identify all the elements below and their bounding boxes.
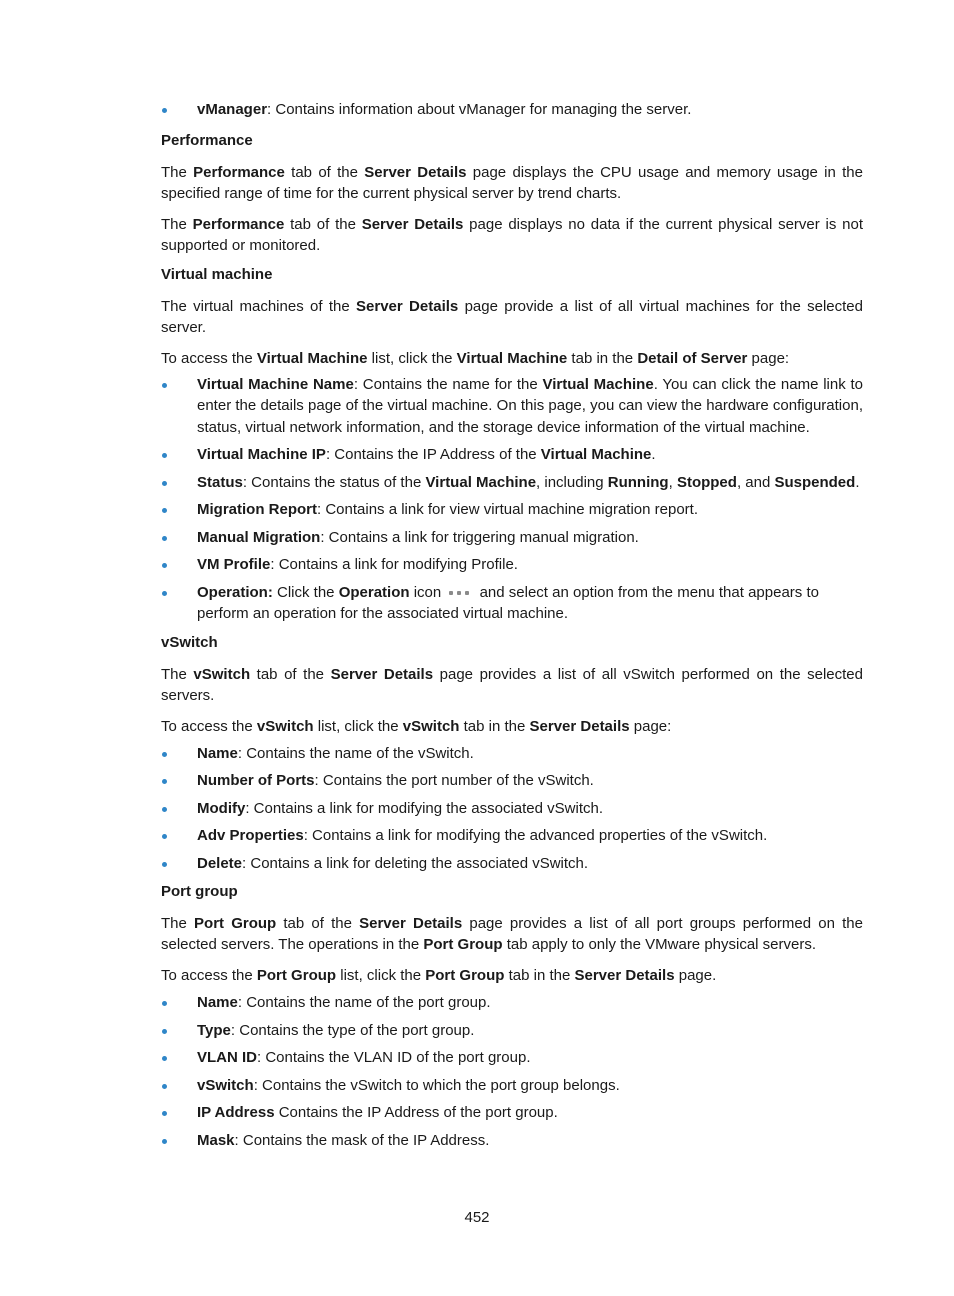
- paragraph: To access the Port Group list, click the Port Group tab in the Server Details page.: [161, 967, 717, 984]
- paragraph: To access the Virtual Machine list, click the Virtual Machine tab in the Detail of Server page:: [161, 349, 790, 367]
- list-item: Virtual Machine IP: Contains the IP Address of the Virtual Machine.: [161, 444, 863, 466]
- list-item: Name: Contains the name of the vSwitch.: [161, 743, 863, 765]
- desc: : Contains information about vManager for managing the server.: [267, 101, 692, 118]
- list-item: Operation: Click the Operation icon and select an option from the menu that appears to perform an operation for the associated virtual machine.: [161, 582, 863, 625]
- paragraph: The virtual machines of the Server Details page provide a list of all virtual machines for the selected server.: [161, 297, 863, 336]
- paragraph: The Port Group tab of the Server Details page provides a list of all port groups performed on the selected servers. The operations in the Port Group tab apply to only the VMware physical servers.: [161, 915, 863, 953]
- bullet-list-vm: [161, 374, 863, 625]
- list-item: Number of Ports: Contains the port number of the vSwitch.: [161, 770, 863, 792]
- paragraph: The Performance tab of the Server Details page displays no data if the current physical server is not supported or monitored.: [161, 215, 864, 254]
- section-heading-port-group: Port group: [161, 883, 238, 900]
- page-number: 452: [464, 1209, 490, 1226]
- list-item: Status: Contains the status of the Virtual Machine, including Running, Stopped, and Suspended.: [161, 472, 863, 494]
- list-item: Mask: Contains the mask of the IP Address.: [161, 1130, 863, 1152]
- paragraph: The vSwitch tab of the Server Details page provides a list of all vSwitch performed on the selected servers.: [161, 665, 863, 704]
- section-heading-performance: Performance: [161, 131, 253, 149]
- paragraph: To access the vSwitch list, click the vSwitch tab in the Server Details page:: [161, 717, 672, 735]
- list-item: Type: Contains the type of the port group.: [161, 1020, 863, 1042]
- list-item: Migration Report: Contains a link for view virtual machine migration report.: [161, 499, 863, 521]
- section-heading-virtual-machine: Virtual machine: [161, 265, 273, 283]
- list-item: Manual Migration: Contains a link for triggering manual migration.: [161, 527, 863, 549]
- list-item: VLAN ID: Contains the VLAN ID of the port group.: [161, 1047, 863, 1069]
- list-item: Name: Contains the name of the port group.: [161, 992, 863, 1014]
- document-body: [161, 99, 863, 1151]
- more-dots-icon: [449, 588, 471, 598]
- paragraph: The Performance tab of the Server Details page displays the CPU usage and memory usage in the specified range of time for the current physical server by trend charts.: [161, 163, 863, 202]
- bullet-list-vswitch: [161, 743, 863, 875]
- list-item: Adv Properties: Contains a link for modifying the advanced properties of the vSwitch.: [161, 825, 863, 847]
- list-item: vSwitch: Contains the vSwitch to which the port group belongs.: [161, 1075, 863, 1097]
- bullet-list-top: [161, 99, 863, 121]
- list-item: VM Profile: Contains a link for modifying Profile.: [161, 554, 863, 576]
- term: vManager: [197, 101, 268, 118]
- list-item: Modify: Contains a link for modifying the associated vSwitch.: [161, 798, 863, 820]
- list-item: Delete: Contains a link for deleting the associated vSwitch.: [161, 853, 863, 875]
- section-heading-vswitch: vSwitch: [161, 633, 218, 651]
- bullet-list-port-group: [161, 992, 863, 1151]
- list-item: IP Address Contains the IP Address of the port group.: [161, 1102, 863, 1124]
- list-item: Virtual Machine Name: Contains the name for the Virtual Machine. You can click the name link to enter the details page of the virtual machine. On this page, you can view the hardware configuration, status, virtual network information, and the storage device information of the virtual machine.: [161, 374, 863, 439]
- list-item-vmanager: [161, 99, 863, 121]
